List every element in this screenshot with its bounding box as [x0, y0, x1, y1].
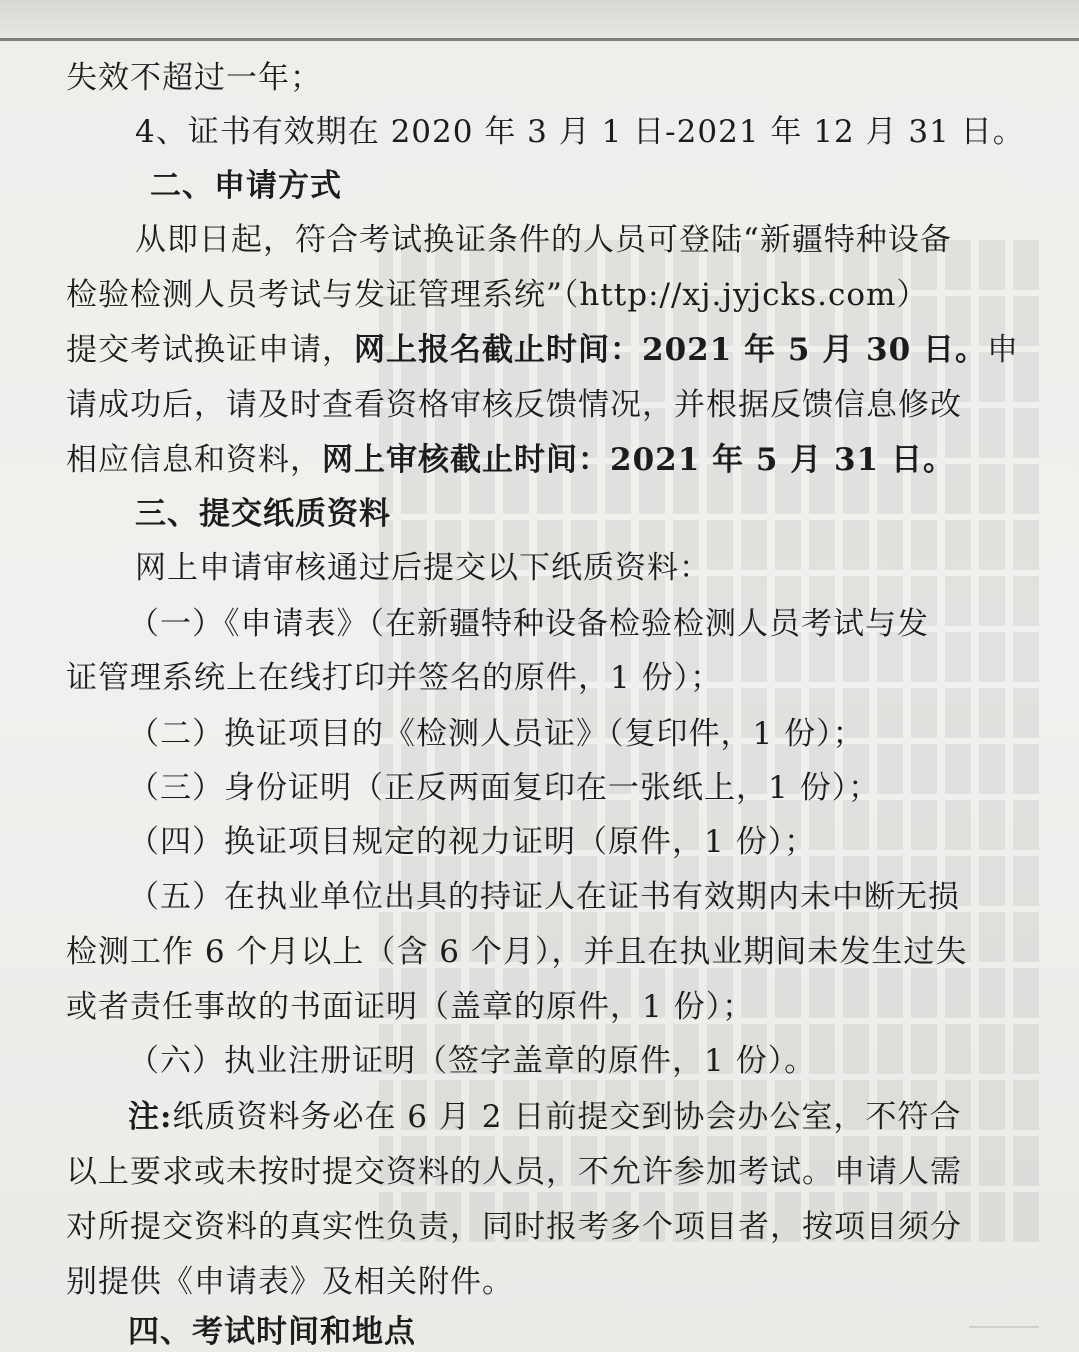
list-item: （三）身份证明（正反两面复印在一张纸上，1 份）； — [128, 770, 881, 806]
body-line: 4、证书有效期在 2020 年 3 月 1 日-2021 年 12 月 31 日。 — [135, 114, 1025, 150]
top-rule — [0, 38, 1079, 41]
list-item-continuation: 检测工作 6 个月以上（含 6 个月），并且在执业期间未发生过失 — [66, 934, 968, 970]
note-line: 以上要求或未按时提交资料的人员，不允许参加考试。申请人需 — [66, 1154, 962, 1190]
body-line: 网上申请审核通过后提交以下纸质资料： — [135, 550, 711, 586]
body-line: 请成功后，请及时查看资格审核反馈情况，并根据反馈信息修改 — [66, 387, 962, 423]
list-item: （六）执业注册证明（签字盖章的原件，1 份）。 — [128, 1043, 817, 1079]
list-item: （二）换证项目的《检测人员证》（复印件，1 份）； — [128, 716, 865, 752]
note-line: 对所提交资料的真实性负责，同时报考多个项目者，按项目须分 — [66, 1209, 962, 1245]
section-heading: 四、考试时间和地点 — [128, 1314, 416, 1350]
body-line: 失效不超过一年； — [66, 60, 322, 96]
scan-artifact — [969, 1326, 1039, 1338]
section-heading: 二、申请方式 — [150, 168, 342, 204]
top-edge-shadow — [0, 0, 1079, 44]
section-heading: 三、提交纸质资料 — [135, 496, 391, 532]
body-line: 相应信息和资料，网上审核截止时间：2021 年 5 月 31 日。 — [66, 442, 955, 478]
list-item-continuation: 或者责任事故的书面证明（盖章的原件，1 份）； — [66, 989, 755, 1025]
body-line: 从即日起，符合考试换证条件的人员可登陆“新疆特种设备 — [135, 222, 952, 258]
list-item: （五）在执业单位出具的持证人在证书有效期内未中断无损 — [128, 879, 960, 915]
list-item-continuation: 证管理系统上在线打印并签名的原件，1 份）； — [66, 660, 723, 696]
note-line: 别提供《申请表》及相关附件。 — [66, 1264, 514, 1300]
list-item: （一）《申请表》（在新疆特种设备检验检测人员考试与发 — [128, 606, 929, 642]
note-line: 注:纸质资料务必在 6 月 2 日前提交到协会办公室，不符合 — [128, 1099, 962, 1135]
body-line: 检验检测人员考试与发证管理系统”（http://xj.jyjcks.com） — [66, 277, 929, 313]
list-item: （四）换证项目规定的视力证明（原件，1 份）； — [128, 824, 817, 860]
body-line: 提交考试换证申请，网上报名截止时间：2021 年 5 月 30 日。申 — [66, 332, 1019, 368]
